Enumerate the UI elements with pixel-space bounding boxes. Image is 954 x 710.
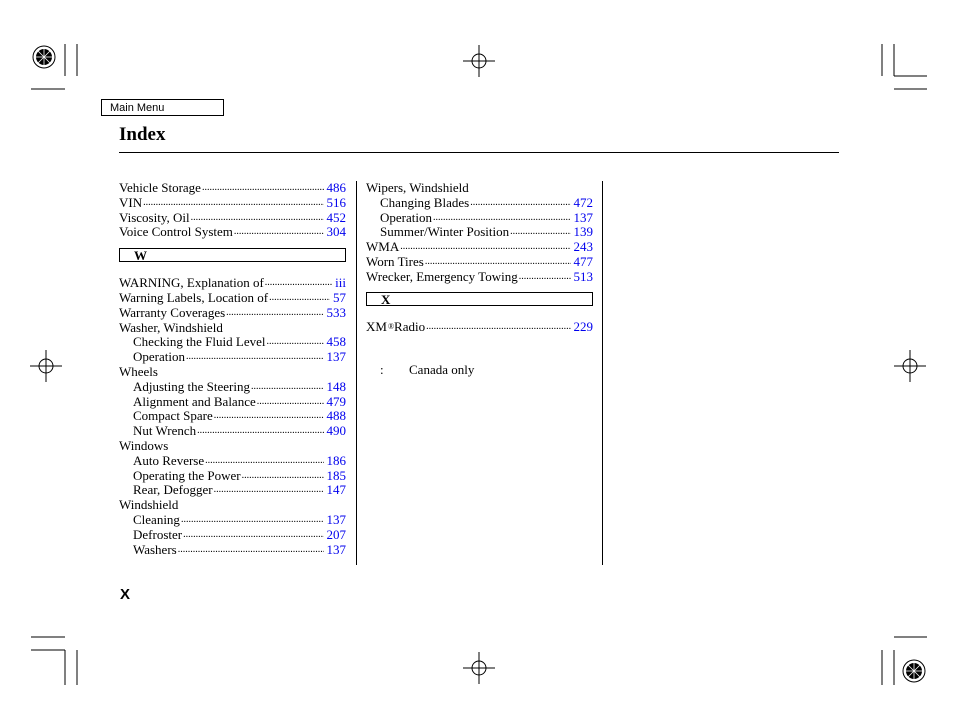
index-entry[interactable] xyxy=(366,225,593,240)
entry-label: Windshield xyxy=(119,497,179,513)
leader-dots xyxy=(251,380,324,395)
index-entry[interactable] xyxy=(119,424,346,439)
entry-label: XM xyxy=(366,318,387,334)
entry-label: WARNING, Explanation of xyxy=(119,275,264,291)
entry-label: Defroster xyxy=(133,526,183,542)
index-entry[interactable] xyxy=(119,181,346,196)
page-link[interactable]: 486 xyxy=(326,180,346,195)
entry-label: Warning Labels, Location of xyxy=(119,289,269,305)
leader-dots xyxy=(143,196,323,211)
leader-dots xyxy=(242,469,324,484)
index-entry xyxy=(119,321,346,336)
leader-dots xyxy=(519,270,571,285)
page-link[interactable]: 137 xyxy=(573,209,593,225)
leader-dots xyxy=(202,181,324,196)
entry-label-suffix: Radio xyxy=(394,318,426,334)
page-link[interactable]: 479 xyxy=(326,393,346,409)
entry-label: Cleaning xyxy=(133,511,180,527)
page-link[interactable]: iii xyxy=(335,275,346,291)
page-link[interactable]: 477 xyxy=(573,253,593,269)
index-entry[interactable] xyxy=(119,211,346,226)
entry-label: Washer, Windshield xyxy=(119,319,223,335)
leader-dots xyxy=(257,395,324,410)
index-entry[interactable] xyxy=(119,276,346,291)
leader-dots xyxy=(426,320,570,335)
main-menu-button[interactable]: Main Menu xyxy=(101,99,224,116)
page-link[interactable]: 186 xyxy=(326,452,346,468)
registered-mark: ® xyxy=(387,321,395,331)
page-link[interactable]: 185 xyxy=(326,467,346,483)
entry-label: Checking the Fluid Level xyxy=(133,334,266,350)
page-link[interactable]: 137 xyxy=(326,349,346,365)
index-entry[interactable] xyxy=(119,335,346,350)
entry-label: Wrecker, Emergency Towing xyxy=(366,268,518,284)
index-entry[interactable] xyxy=(366,240,593,255)
entry-label: Washers xyxy=(133,541,177,557)
index-entry xyxy=(366,181,593,196)
page-link[interactable]: 452 xyxy=(326,209,346,225)
leader-dots xyxy=(197,424,323,439)
page-link[interactable]: 139 xyxy=(573,224,593,240)
index-entry xyxy=(119,365,346,380)
leader-dots xyxy=(186,350,324,365)
page-link[interactable]: 513 xyxy=(573,268,593,284)
entry-label: WMA xyxy=(366,239,400,255)
index-entry[interactable] xyxy=(366,211,593,226)
page-link[interactable]: 488 xyxy=(326,408,346,424)
index-entry[interactable] xyxy=(119,350,346,365)
entry-label: Nut Wrench xyxy=(133,423,197,439)
section-letter: X xyxy=(120,586,131,603)
index-column-1 xyxy=(119,181,346,557)
leader-dots xyxy=(205,454,323,469)
entry-label: Operation xyxy=(133,349,185,365)
leader-dots xyxy=(265,276,332,291)
entry-label: Changing Blades xyxy=(380,194,470,210)
leader-dots xyxy=(234,225,324,240)
leader-dots xyxy=(269,291,330,306)
index-entry[interactable] xyxy=(119,543,346,558)
index-entry[interactable] xyxy=(119,454,346,469)
entry-label: Viscosity, Oil xyxy=(119,209,190,225)
page-link[interactable]: 472 xyxy=(573,194,593,210)
letter-heading-x: X xyxy=(366,292,593,306)
index-entry[interactable] xyxy=(366,320,593,335)
page-link[interactable]: 57 xyxy=(333,289,346,305)
index-entry[interactable] xyxy=(119,225,346,240)
entry-label: Compact Spare xyxy=(133,408,213,424)
entry-label: Wipers, Windshield xyxy=(366,180,469,195)
entry-label: Warranty Coverages xyxy=(119,304,226,320)
page-title: Index xyxy=(119,124,166,145)
entry-label: Wheels xyxy=(119,363,158,379)
leader-dots xyxy=(510,225,570,240)
entry-label: Windows xyxy=(119,437,169,453)
letter-heading-w: W xyxy=(119,248,346,262)
leader-dots xyxy=(183,528,323,543)
entry-label: Operation xyxy=(380,209,432,225)
index-entry[interactable] xyxy=(119,513,346,528)
leader-dots xyxy=(226,306,323,321)
leader-dots xyxy=(400,240,570,255)
page-link[interactable]: 243 xyxy=(573,239,593,255)
entry-label: Vehicle Storage xyxy=(119,180,201,195)
page-link[interactable]: 490 xyxy=(326,423,346,439)
index-entry xyxy=(119,498,346,513)
leader-dots xyxy=(267,335,324,350)
footnote-symbol: : xyxy=(380,362,384,377)
index-column-2 xyxy=(366,181,593,334)
leader-dots xyxy=(425,255,571,270)
index-entry[interactable] xyxy=(119,196,346,211)
index-entry[interactable] xyxy=(119,528,346,543)
page-link[interactable]: 137 xyxy=(326,541,346,557)
leader-dots xyxy=(214,483,324,498)
page-link[interactable]: 516 xyxy=(326,194,346,210)
footnote-text: Canada only xyxy=(409,362,475,377)
entry-label: Voice Control System xyxy=(119,224,233,240)
index-entry[interactable] xyxy=(119,380,346,395)
page-link[interactable]: 229 xyxy=(573,318,593,334)
leader-dots xyxy=(433,211,571,226)
entry-label: Rear, Defogger xyxy=(133,482,213,498)
leader-dots xyxy=(181,513,324,528)
title-rule xyxy=(119,152,839,153)
column-divider xyxy=(602,181,603,565)
entry-label: Worn Tires xyxy=(366,253,424,269)
index-entry[interactable] xyxy=(119,483,346,498)
page-link[interactable]: 458 xyxy=(326,334,346,350)
page-link[interactable]: 207 xyxy=(326,526,346,542)
index-entry xyxy=(119,439,346,454)
column-divider xyxy=(356,181,357,565)
leader-dots xyxy=(470,196,570,211)
page-link[interactable]: 533 xyxy=(326,304,346,320)
entry-label: Adjusting the Steering xyxy=(133,378,250,394)
entry-label: Summer/Winter Position xyxy=(380,224,510,240)
page-link[interactable]: 304 xyxy=(326,224,346,240)
entry-label: Alignment and Balance xyxy=(133,393,256,409)
leader-dots xyxy=(178,543,324,558)
index-entry[interactable] xyxy=(119,409,346,424)
entry-label: Auto Reverse xyxy=(133,452,205,468)
leader-dots xyxy=(214,409,324,424)
entry-label: VIN xyxy=(119,194,143,210)
leader-dots xyxy=(191,211,324,226)
index-entry[interactable] xyxy=(119,306,346,321)
index-entry[interactable] xyxy=(366,196,593,211)
page-link[interactable]: 148 xyxy=(326,378,346,394)
index-entry[interactable] xyxy=(119,395,346,410)
page-link[interactable]: 137 xyxy=(326,511,346,527)
index-entry[interactable] xyxy=(366,270,593,285)
footnote xyxy=(380,362,474,378)
index-entry[interactable] xyxy=(119,291,346,306)
index-entry[interactable] xyxy=(119,469,346,484)
index-entry[interactable] xyxy=(366,255,593,270)
entry-label: Operating the Power xyxy=(133,467,241,483)
page-link[interactable]: 147 xyxy=(326,482,346,498)
